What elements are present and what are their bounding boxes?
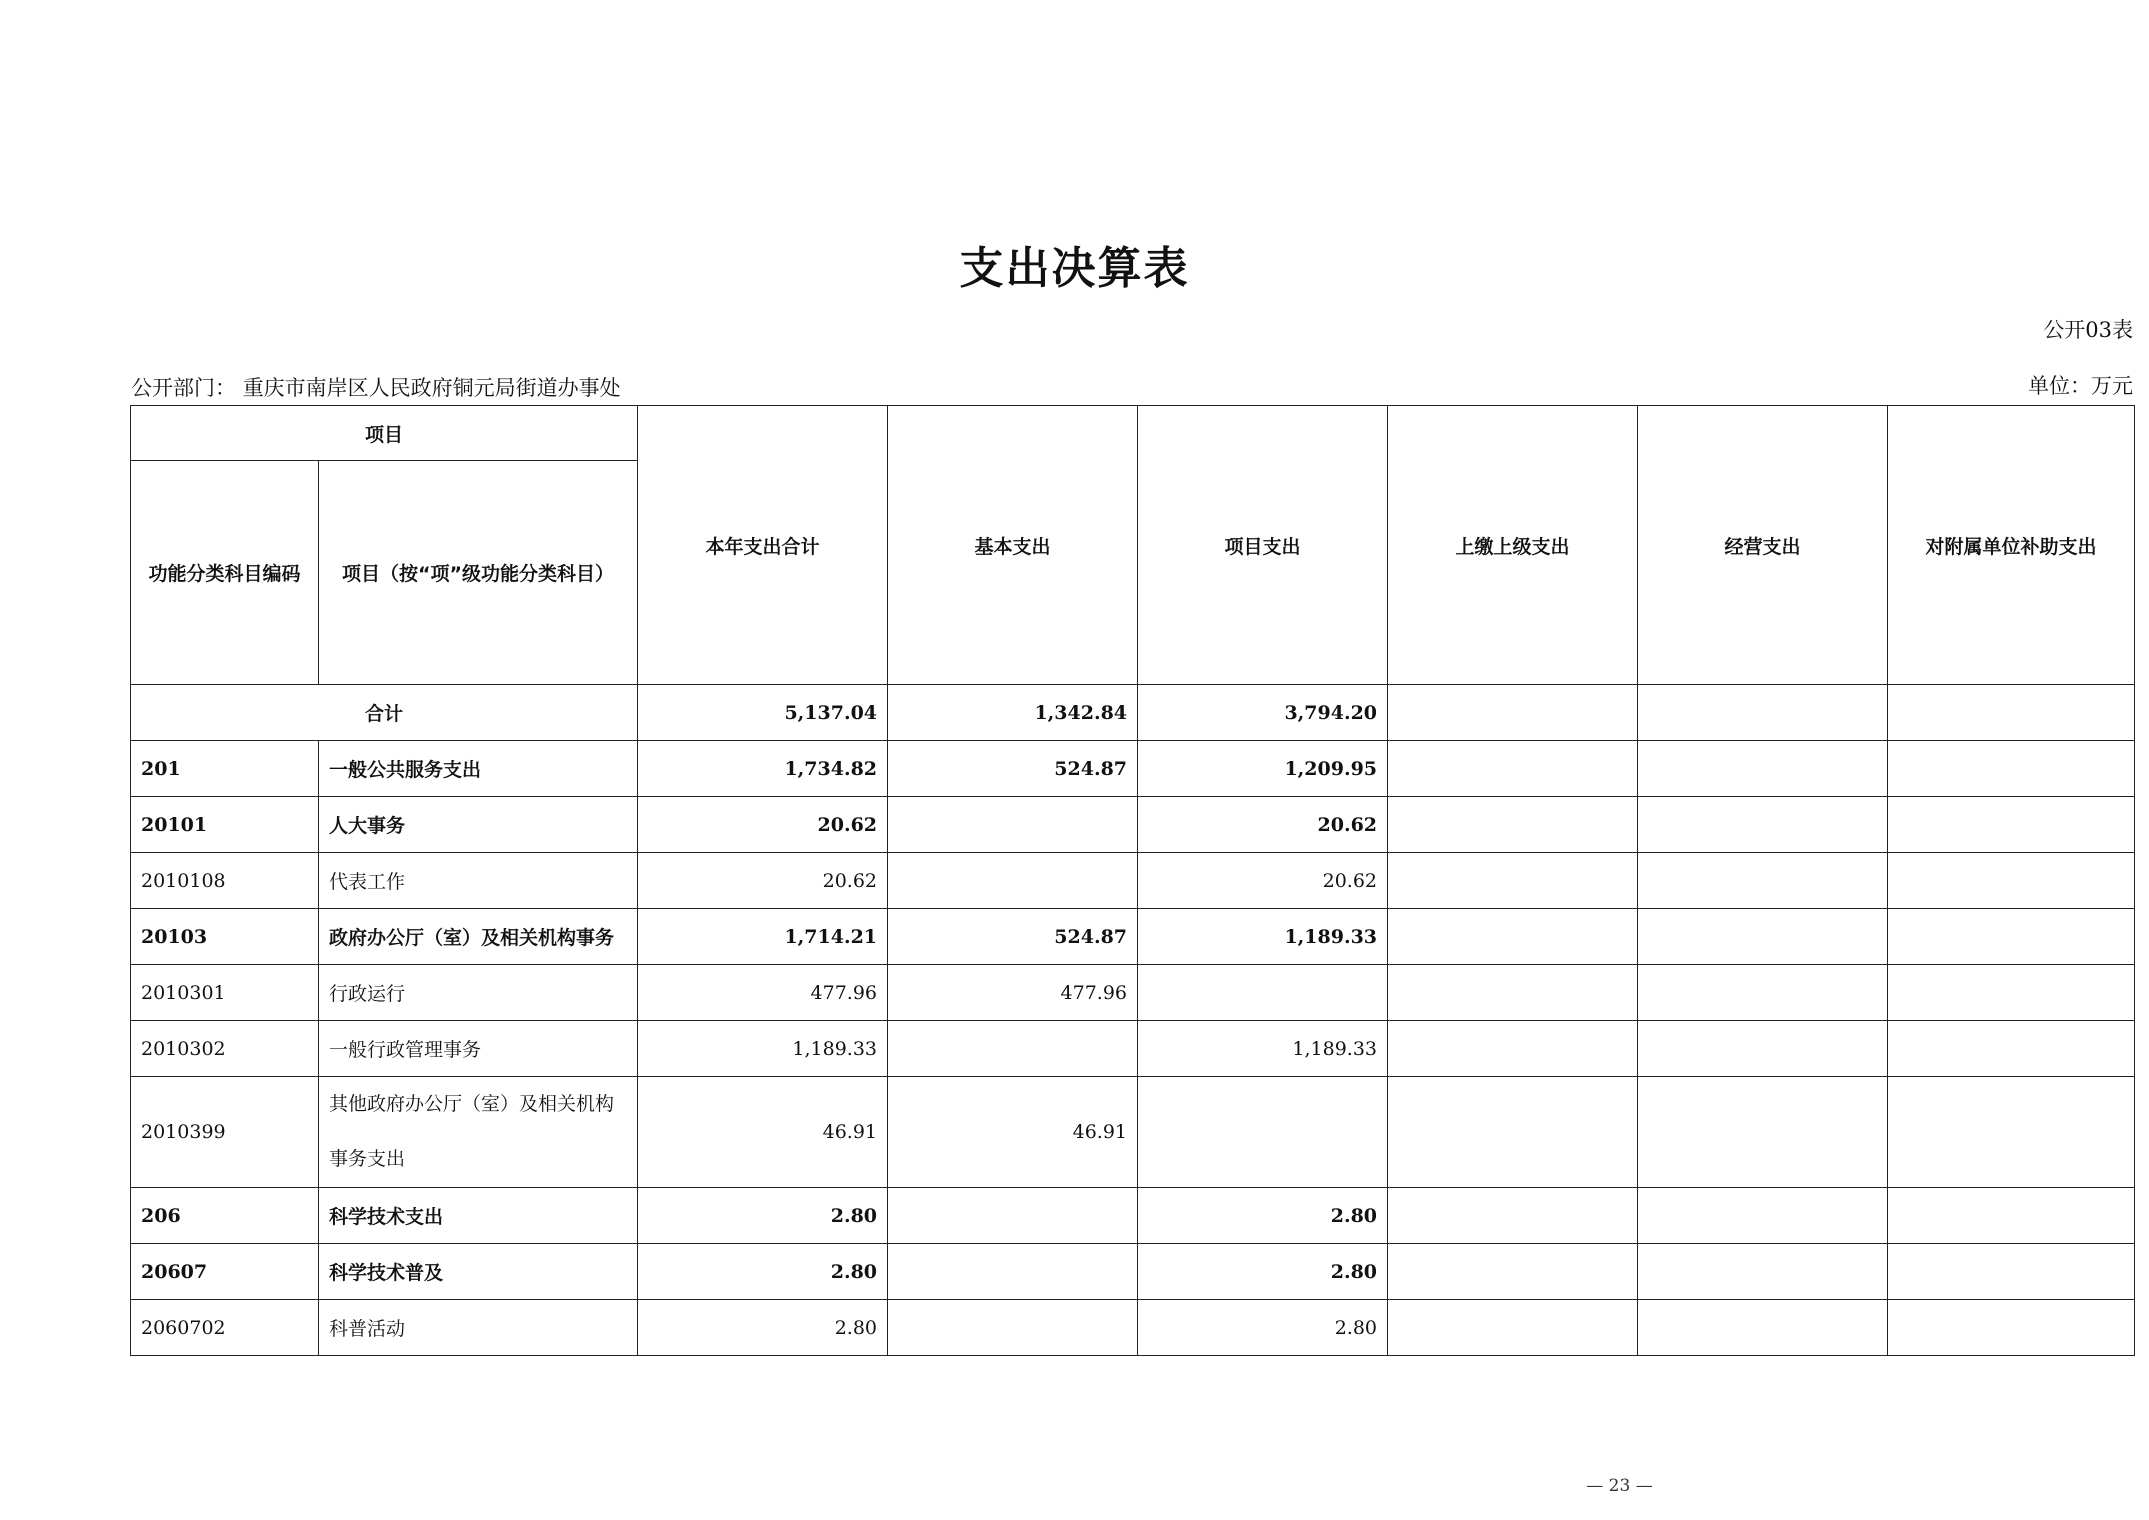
cell-total: 2.80 [638, 1300, 888, 1356]
cell-basic: 524.87 [888, 909, 1138, 965]
cell-business [1638, 909, 1888, 965]
table-row-total [131, 685, 2135, 741]
form-number: 公开03表 [2043, 318, 2133, 342]
cell-business [1638, 853, 1888, 909]
table-row [131, 909, 2135, 965]
cell-total: 1,189.33 [638, 1021, 888, 1077]
cell-subsidy [1888, 965, 2135, 1021]
header-subsidy: 对附属单位补助支出 [1888, 406, 2135, 685]
cell-business [1638, 1244, 1888, 1300]
cell-project: 1,189.33 [1138, 909, 1388, 965]
cell-upper [1388, 853, 1638, 909]
header-project: 项目 [131, 406, 638, 461]
cell-upper [1388, 909, 1638, 965]
cell-code: 201 [131, 741, 319, 797]
cell-subsidy [1888, 853, 2135, 909]
cell-name: 行政运行 [319, 965, 638, 1021]
cell-project: 2.80 [1138, 1244, 1388, 1300]
cell-project: 2.80 [1138, 1300, 1388, 1356]
cell-name: 其他政府办公厅（室）及相关机构事务支出 [319, 1077, 638, 1188]
cell-name: 一般行政管理事务 [319, 1021, 638, 1077]
cell-name: 人大事务 [319, 797, 638, 853]
page-title: 支出决算表 [959, 243, 1190, 294]
cell-upper [1388, 1300, 1638, 1356]
cell-basic: 524.87 [888, 741, 1138, 797]
cell-total: 46.91 [638, 1077, 888, 1188]
cell-business [1638, 1188, 1888, 1244]
cell-code: 2010399 [131, 1077, 319, 1188]
header-total: 本年支出合计 [638, 406, 888, 685]
table-row [131, 1300, 2135, 1356]
cell-business [1638, 1021, 1888, 1077]
cell-upper [1388, 1021, 1638, 1077]
table-row [131, 1021, 2135, 1077]
cell-project: 3,794.20 [1138, 685, 1388, 741]
cell-upper [1388, 741, 1638, 797]
cell-name: 科学技术支出 [319, 1188, 638, 1244]
cell-subsidy [1888, 1021, 2135, 1077]
cell-total: 2.80 [638, 1188, 888, 1244]
header-upper-payment: 上缴上级支出 [1388, 406, 1638, 685]
cell-project [1138, 965, 1388, 1021]
cell-upper [1388, 797, 1638, 853]
cell-code: 20103 [131, 909, 319, 965]
table-row [131, 853, 2135, 909]
cell-total: 1,734.82 [638, 741, 888, 797]
expenditure-table [130, 405, 2135, 1356]
cell-upper [1388, 1244, 1638, 1300]
cell-code: 206 [131, 1188, 319, 1244]
table-row [131, 1244, 2135, 1300]
table-row [131, 797, 2135, 853]
department-line [131, 372, 621, 402]
department-name: 重庆市南岸区人民政府铜元局街道办事处 [242, 376, 621, 400]
header-project-expenditure: 项目支出 [1138, 406, 1388, 685]
cell-project: 20.62 [1138, 797, 1388, 853]
cell-name: 科学技术普及 [319, 1244, 638, 1300]
cell-project: 1,189.33 [1138, 1021, 1388, 1077]
cell-code: 2010108 [131, 853, 319, 909]
cell-basic [888, 1244, 1138, 1300]
cell-upper [1388, 1077, 1638, 1188]
cell-name: 一般公共服务支出 [319, 741, 638, 797]
cell-subsidy [1888, 909, 2135, 965]
cell-project: 20.62 [1138, 853, 1388, 909]
cell-subsidy [1888, 685, 2135, 741]
cell-project [1138, 1077, 1388, 1188]
cell-basic: 477.96 [888, 965, 1138, 1021]
department-label: 公开部门： [131, 376, 236, 400]
cell-upper [1388, 1188, 1638, 1244]
cell-upper [1388, 965, 1638, 1021]
cell-code: 20101 [131, 797, 319, 853]
page-number: — 23 — [1586, 1476, 1653, 1496]
cell-basic [888, 853, 1138, 909]
table-row [131, 1188, 2135, 1244]
total-label: 合计 [131, 685, 638, 741]
cell-basic: 1,342.84 [888, 685, 1138, 741]
cell-basic [888, 1188, 1138, 1244]
header-business: 经营支出 [1638, 406, 1888, 685]
cell-total: 1,714.21 [638, 909, 888, 965]
cell-subsidy [1888, 797, 2135, 853]
cell-total: 20.62 [638, 853, 888, 909]
cell-name: 科普活动 [319, 1300, 638, 1356]
cell-name: 政府办公厅（室）及相关机构事务 [319, 909, 638, 965]
cell-upper [1388, 685, 1638, 741]
cell-subsidy [1888, 1300, 2135, 1356]
cell-total: 477.96 [638, 965, 888, 1021]
cell-subsidy [1888, 1077, 2135, 1188]
cell-basic: 46.91 [888, 1077, 1138, 1188]
cell-code: 2060702 [131, 1300, 319, 1356]
cell-business [1638, 741, 1888, 797]
cell-name: 代表工作 [319, 853, 638, 909]
cell-code: 2010301 [131, 965, 319, 1021]
cell-project: 1,209.95 [1138, 741, 1388, 797]
cell-basic [888, 1021, 1138, 1077]
unit-label: 单位：万元 [2028, 374, 2133, 398]
cell-code: 2010302 [131, 1021, 319, 1077]
table-row [131, 741, 2135, 797]
cell-subsidy [1888, 1188, 2135, 1244]
cell-business [1638, 685, 1888, 741]
cell-total: 20.62 [638, 797, 888, 853]
cell-business [1638, 965, 1888, 1021]
cell-basic [888, 797, 1138, 853]
cell-code: 20607 [131, 1244, 319, 1300]
cell-project: 2.80 [1138, 1188, 1388, 1244]
table-row [131, 965, 2135, 1021]
cell-basic [888, 1300, 1138, 1356]
cell-business [1638, 797, 1888, 853]
cell-total: 2.80 [638, 1244, 888, 1300]
cell-total: 5,137.04 [638, 685, 888, 741]
cell-business [1638, 1077, 1888, 1188]
header-basic: 基本支出 [888, 406, 1138, 685]
header-name: 项目（按“项”级功能分类科目） [319, 461, 638, 685]
cell-subsidy [1888, 741, 2135, 797]
header-code: 功能分类科目编码 [131, 461, 319, 685]
table-row [131, 1077, 2135, 1188]
cell-business [1638, 1300, 1888, 1356]
cell-subsidy [1888, 1244, 2135, 1300]
